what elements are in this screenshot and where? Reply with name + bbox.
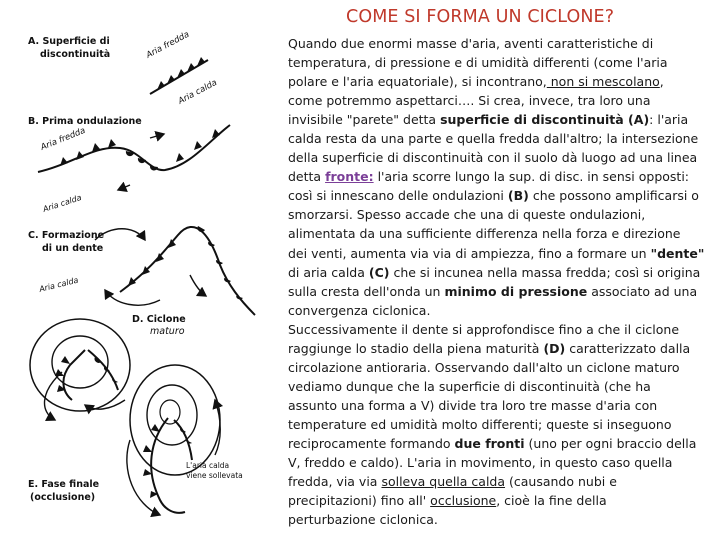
cyclone-e <box>127 365 220 515</box>
body-paragraph <box>288 34 716 529</box>
label-e-title-2: (occlusione) <box>30 492 96 503</box>
label-d-title-1: D. Ciclone <box>132 314 186 325</box>
text-line: così si innescano delle ondulazioni (B) che possono amplificarsi o <box>288 188 699 204</box>
text-line: detta fronte: l'aria scorre lungo la sup. di disc. in sensi opposti: <box>288 169 690 185</box>
text-line: vediamo dunque che la superficie di discontinuità (che ha <box>288 378 651 394</box>
text-line: Quando due enormi masse d'aria, aventi caratteristiche di <box>288 36 654 51</box>
text-line: polare e l'aria equatoriale), si incontrano, non si mescolano, <box>288 74 664 90</box>
text-line: convergenza ciclonica. <box>288 302 431 318</box>
cyclone-formation-diagram <box>0 0 285 540</box>
text-line: perturbazione ciclonica. <box>288 512 438 528</box>
text-line: smorzarsi. Spesso accade che una di queste ondulazioni, <box>288 207 646 223</box>
label-a-title-1: A. Superficie di <box>28 36 110 47</box>
text-line: assunto una forma a V) divide tra loro tre masse d'aria con <box>288 397 658 413</box>
text-line: come potremmo aspettarci…. Si crea, invece, tra loro una <box>288 93 651 109</box>
text-line: Successivamente il dente si approfondisce fino a che il ciclone <box>288 321 680 337</box>
cyclone-d <box>30 319 130 420</box>
label-c-title-1: C. Formazione <box>28 230 105 241</box>
text-line: temperatura, di pressione e di umidità differenti (come l'aria <box>288 55 668 71</box>
label-a-title-2: discontinuità <box>40 49 111 60</box>
text-line: invisibile "parete" detta superficie di discontinuità (A): l'aria <box>288 112 689 128</box>
text-line: raggiunge lo stadio della piena maturità (D) caratterizzato dalla <box>288 340 691 356</box>
text-line: calda resta da una parte e quella fredda dall'altro; la intersezione <box>288 131 699 147</box>
label-e-title-1: E. Fase finale <box>28 479 100 490</box>
label-a-cold: Aria fredda <box>144 29 192 61</box>
text-line: temperature ed umidità molto differenti; queste si inseguono <box>288 416 672 432</box>
text-line: della superficie di discontinuità con il suolo dà luogo ad una linea <box>288 150 698 166</box>
label-e-note-2: viene sollevata <box>186 471 243 480</box>
label-b-warm: Aria calda <box>41 193 83 214</box>
label-b-cold: Aria fredda <box>39 125 87 153</box>
text-line: dei venti, aumenta via via di ampiezza, fino a formare un "dente" <box>288 245 705 261</box>
text-line: di aria calda (C) che si incunea nella massa fredda; così si origina <box>288 264 701 280</box>
text-line: alimentata da una sufficiente differenza nella forza e direzione <box>288 226 681 242</box>
text-line: circolazione antioraria. Osservando dall'alto un ciclone maturo <box>288 359 680 375</box>
label-d-title-2: maturo <box>150 326 185 337</box>
label-c-title-2: di un dente <box>42 243 104 254</box>
label-a-warm: Aria calda <box>176 77 219 107</box>
text-line: precipitazioni) fino all' occlusione, cioè la fine della <box>288 493 607 509</box>
label-c-warm: Aria calda <box>38 275 80 294</box>
page-title: COME SI FORMA UN CICLONE? <box>346 7 615 27</box>
fronte-term: fronte: <box>325 169 374 185</box>
text-line: reciprocamente formando due fronti (uno per ogni braccio della <box>288 435 697 451</box>
label-b-title: B. Prima ondulazione <box>28 116 142 127</box>
text-line: fredda, via via solleva quella calda (causando nubi e <box>288 474 617 490</box>
text-line: sulla cresta dell'onda un minimo di pressione associato ad una <box>288 283 698 299</box>
front-c <box>95 226 255 315</box>
text-line: V, freddo e caldo). L'aria in movimento, in questo caso quella <box>288 455 673 471</box>
label-e-note-1: L'aria calda <box>186 461 230 470</box>
